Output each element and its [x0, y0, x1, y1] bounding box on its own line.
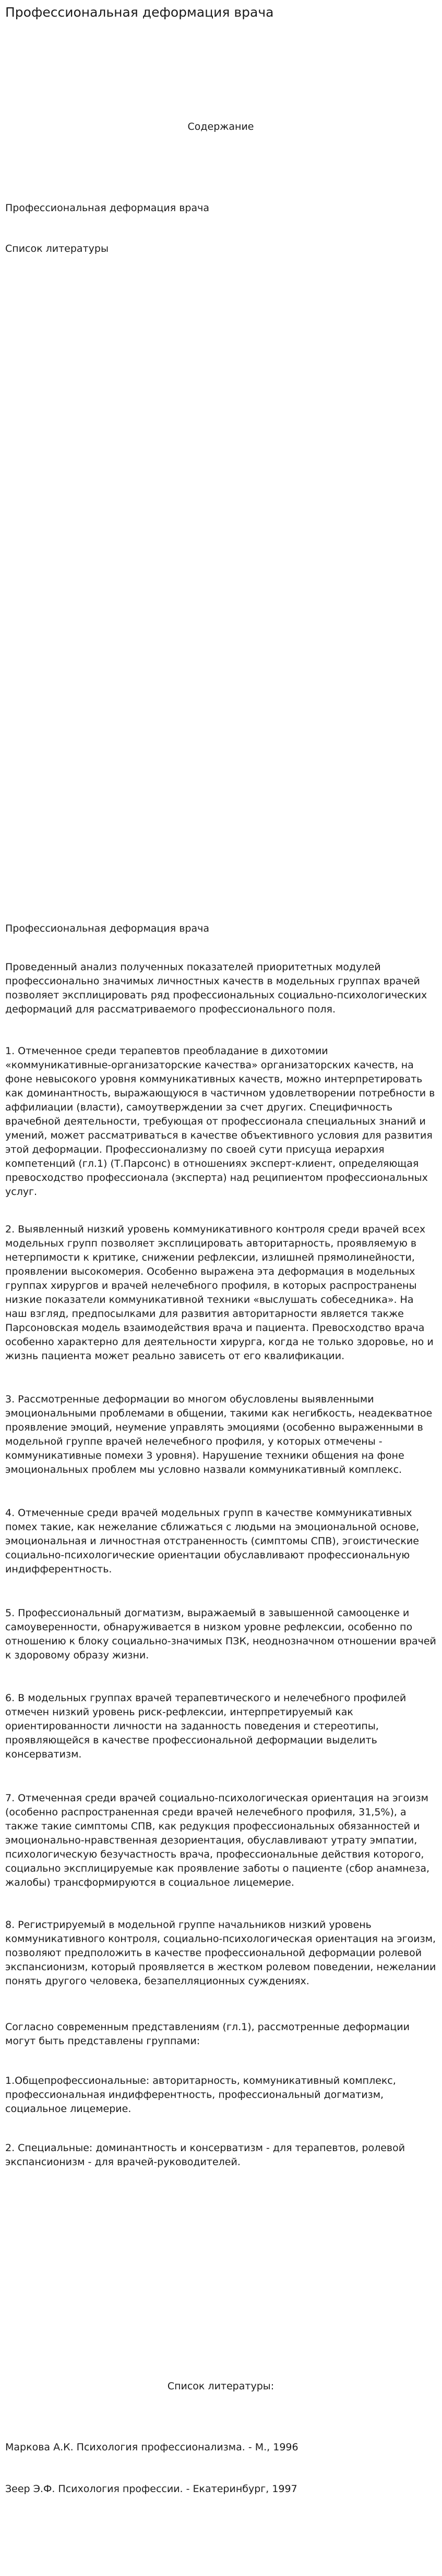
- references-heading: Список литературы:: [167, 2380, 274, 2392]
- reference-item: Маркова А.К. Психология профессионализма. - М., 1996: [5, 2441, 298, 2453]
- paragraph: Проведенный анализ полученных показателей приоритетных модулей профессионально значимых личностных качеств в модельных группах врачей позволяет эксплицировать ряд профессиональных социально-психологических деформаций для рассматриваемого профессионального поля.: [5, 961, 427, 1015]
- toc-item[interactable]: Список литературы: [5, 243, 109, 254]
- paragraph: 1.Общепрофессиональные: авторитарность, коммуникативный комплекс, профессиональная индифферентность, профессиональный догматизм, социальное лицемерие.: [5, 2075, 396, 2115]
- paragraph: 2. Выявленный низкий уровень коммуникативного контроля среди врачей всех модельных групп позволяет эксплицировать авторитарность, проявляемую в нетерпимости к критике, снижении рефлексии, излишней прямолинейности, проявлении высокомерия. Особенно выражена эта деформация в модельных группах хирургов и врачей нелечебного профиля, в которых распространены низкие показатели коммуникативной техники «выслушать собеседника». На наш взгляд, предпосылками для развития авторитарности является также Парсоновская модель взаимодействия врача и пациента. Превосходство врача особенно характерно для деятельности хирурга, когда не только здоровье, но и жизнь пациента может реально зависеть от его квалификации.: [5, 1224, 434, 1362]
- section-title: Профессиональная деформация врача: [5, 923, 209, 934]
- paragraph: 1. Отмеченное среди терапевтов преобладание в дихотомии «коммуникативные-организаторские качества» организаторских качеств, на фоне невысокого уровня коммуникативных качеств, можно интерпретировать как доминантность, выражающуюся в частичном удовлетворении потребности в аффилиации (власти), самоутверждении за счет других. Специфичность врачебной деятельности, требующая от профессионала специальных знаний и умений, может рассматриваться в качестве объективного условия для развития этой деформации. Профессионализму по своей сути присуща иерархия компетенций (гл.1) (Т.Парсонс) в отношениях эксперт-клиент, определяющая превосходство профессионала (эксперта) над реципиентом профессиональных услуг.: [5, 1045, 435, 1198]
- paragraph: 7. Отмеченная среди врачей социально-психологическая ориентация на эгоизм (особенно распространенная среди врачей нелечебного профиля, 31,5%), а также такие симптомы СПВ, как редукция профессиональных обязанностей и эмоционально-нравственная дезориентация, обуславливают утрату эмпатии, психологическую безучастность врача, профессиональные действия которого, социально эксплицируемые как проявление заботы о пациенте (сбор анамнеза, жалобы) трансформируются в социальное лицемерие.: [5, 1792, 430, 1888]
- paragraph: 6. В модельных группах врачей терапевтического и нелечебного профилей отмечен низкий уровень риск-рефлексии, интерпретируемый как ориентированности личности на заданность поведения и стереотипы, проявляющейся в качестве профессиональной деформации выделить консерватизм.: [5, 1692, 407, 1760]
- toc-heading: Содержание: [187, 121, 254, 132]
- paragraph: 3. Рассмотренные деформации во многом обусловлены выявленными эмоциональными проблемами в общении, такими как негибкость, неадекватное проявление эмоций, неумение управлять эмоциями (особенно выраженными в модельной группе врачей нелечебного профиля, у которых отмечены - коммуникативные помехи 3 уровня). Нарушение техники общения на фоне эмоциональных проблем мы условно назвали коммуникативный комплекс.: [5, 1394, 433, 1475]
- paragraph: 8. Регистрируемый в модельной группе начальников низкий уровень коммуникативного контроля, социально-психологическая ориентация на эгоизм, позволяют предположить в качестве профессиональной деформации ролевой экспансионизм, который проявляется в жестком ролевом поведении, нежелании понять другого человека, безапелляционных суждениях.: [5, 1919, 436, 1987]
- reference-item: Зеер Э.Ф. Психология профессии. - Екатеринбург, 1997: [5, 2483, 297, 2495]
- paragraph: 4. Отмеченные среди врачей модельных групп в качестве коммуникативных помех такие, как нежелание сближаться с людьми на эмоциональной основе, эмоциональная и личностная отстраненность (симптомы СПВ), эгоистические социально-психологические ориентации обуславливают профессиональную индифферентность.: [5, 1507, 420, 1575]
- paragraph: 2. Специальные: доминантность и консерватизм - для терапевтов, ролевой экспансионизм - для врачей-руководителей.: [5, 2142, 405, 2168]
- paragraph: 5. Профессиональный догматизм, выражаемый в завышенной самооценке и самоуверенности, обнаруживается в низком уровне рефлексии, особенно по отношению к блоку социально-значимых ПЗК, неоднозначном отношении врачей к здоровому образу жизни.: [5, 1607, 436, 1661]
- page-title: Профессиональная деформация врача: [5, 5, 274, 20]
- paragraph: Согласно современным представлениям (гл.1), рассмотренные деформации могут быть представлены группами:: [5, 2021, 410, 2047]
- toc-item[interactable]: Профессиональная деформация врача: [5, 202, 209, 214]
